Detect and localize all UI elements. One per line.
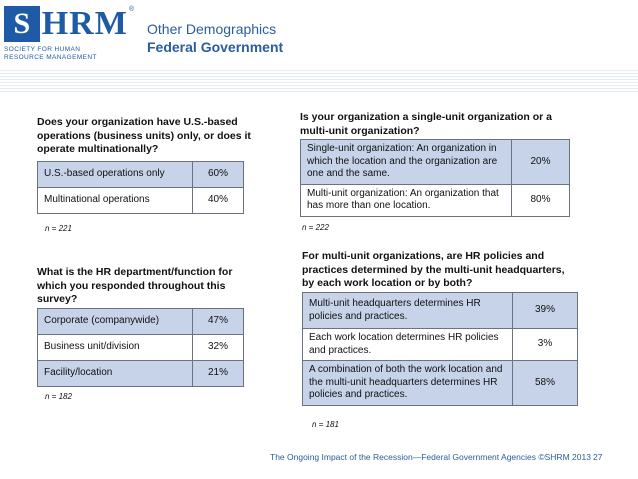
table-row <box>38 335 244 361</box>
q1-question: Does your organization have U.S.-based operations (business units) only, or does it operate multinationally? <box>37 116 251 155</box>
row-label: Corporate (companywide) <box>38 309 193 335</box>
shrm-logo <box>4 6 134 68</box>
logo-letter: S <box>4 6 40 42</box>
q2-table <box>37 308 244 387</box>
row-value: 58% <box>513 361 578 406</box>
table-row <box>301 140 570 185</box>
logo-subtitle-line-2: RESOURCE MANAGEMENT <box>4 54 97 61</box>
q2-sample-size: n = 182 <box>45 392 72 401</box>
row-label: U.S.-based operations only <box>38 162 193 188</box>
q1-table <box>37 161 244 214</box>
logo-subtitle-line-1: SOCIETY FOR HUMAN <box>4 46 81 53</box>
row-label: Multinational operations <box>38 188 193 214</box>
q4-sample-size: n = 181 <box>312 420 339 429</box>
header-line-1: Other Demographics <box>147 21 277 37</box>
table-row <box>38 162 244 188</box>
row-value: 21% <box>193 361 244 387</box>
header-band <box>0 68 638 92</box>
table-row <box>38 361 244 387</box>
header-line-2: Federal Government <box>147 39 284 55</box>
logo-word: HRM <box>41 5 128 42</box>
row-label: A combination of both the work location and the multi-unit headquarters determines HR policies and practices. <box>303 361 513 406</box>
logo-registered-mark: ® <box>128 6 134 13</box>
table-row <box>301 184 570 216</box>
table-row <box>38 309 244 335</box>
table-row <box>303 361 578 406</box>
row-label: Business unit/division <box>38 335 193 361</box>
table-row <box>303 293 578 329</box>
q4-table <box>302 292 578 406</box>
row-label: Single-unit organization: An organization in which the location and the organization are one and the same. <box>301 140 512 185</box>
row-label: Multi-unit organization: An organization that has more than one location. <box>301 184 512 216</box>
q3-sample-size: n = 222 <box>302 223 329 232</box>
q3-question: Is your organization a single-unit organization or a multi-unit organization? <box>300 111 553 137</box>
row-value: 20% <box>512 140 570 185</box>
q2-question: What is the HR department/function for which you responded throughout this survey? <box>37 266 233 305</box>
logo-subtitle <box>4 46 134 62</box>
q1-sample-size: n = 221 <box>45 224 72 233</box>
row-value: 80% <box>512 184 570 216</box>
row-value: 60% <box>193 162 244 188</box>
row-value: 3% <box>513 329 578 361</box>
q3-table <box>300 139 570 217</box>
page-header <box>147 20 283 56</box>
row-value: 40% <box>193 188 244 214</box>
row-label: Multi-unit headquarters determines HR policies and practices. <box>303 293 513 329</box>
table-row <box>303 329 578 361</box>
q4-question: For multi-unit organizations, are HR policies and practices determined by the multi-unit headquarters, by each work location or by both? <box>302 250 565 289</box>
footer-text: The Ongoing Impact of the Recession—Federal Government Agencies ©SHRM 2013 <box>270 452 591 462</box>
table-row <box>38 188 244 214</box>
row-label: Each work location determines HR policies and practices. <box>303 329 513 361</box>
row-value: 32% <box>193 335 244 361</box>
row-label: Facility/location <box>38 361 193 387</box>
row-value: 47% <box>193 309 244 335</box>
page-number: 27 <box>593 452 603 462</box>
row-value: 39% <box>513 293 578 329</box>
